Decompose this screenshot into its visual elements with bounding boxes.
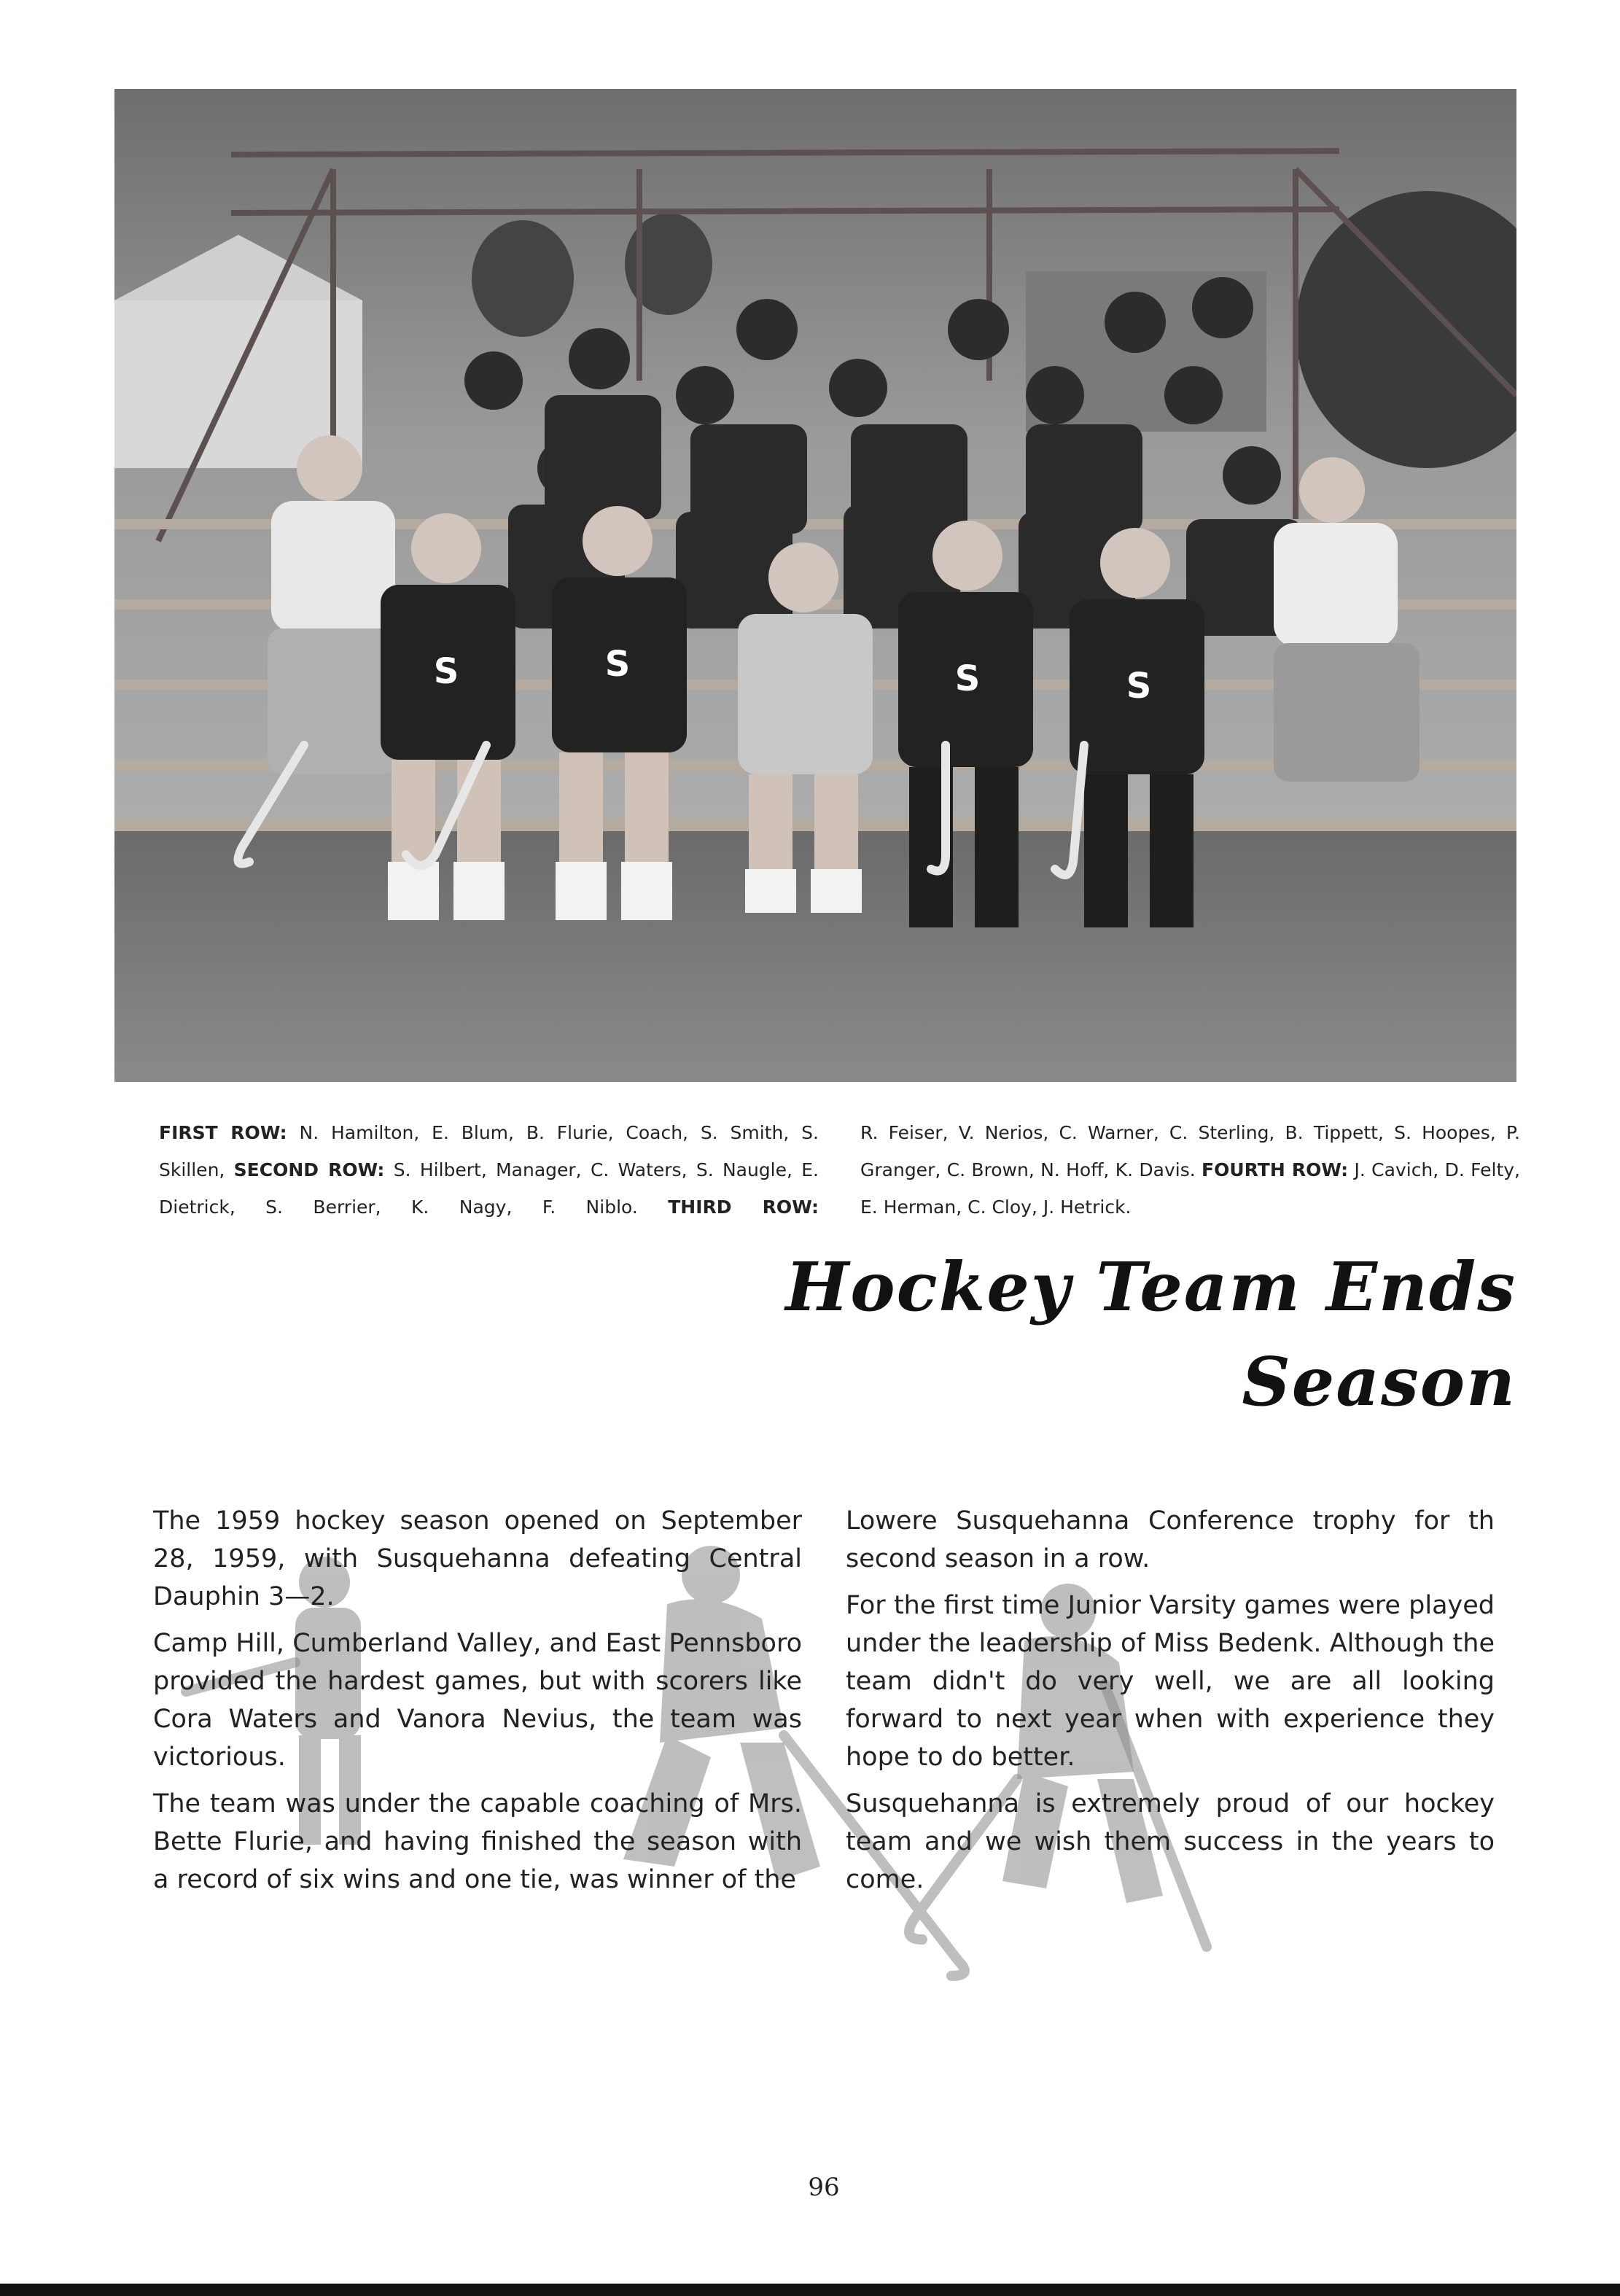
body-column-right [846,1502,1495,1907]
caption-label: FOURTH ROW: [1202,1159,1349,1180]
jersey-letter: S [604,644,631,685]
body-paragraph: Susquehanna is extremely proud of our hockey team and we wish them success in the years to come. [846,1789,1495,1894]
photo-caption-right [860,1114,1520,1226]
caption-text: J. Cavich, D. Felty, E. Herman, C. Cloy, J. Hetrick. [860,1159,1520,1218]
caption-label: FIRST ROW: [159,1122,287,1143]
jersey-letter: S [954,658,981,699]
bottom-edge-rule [0,2284,1620,2296]
jersey-letter: S [433,651,459,692]
caption-label: THIRD ROW: [668,1196,819,1218]
body-paragraph: For the first time Junior Varsity games were played under the leadership of Miss Bedenk. Although the team didn't do very well, we are all looking forward to next year when with experience they hope to do better. [846,1591,1495,1772]
body-column-left [153,1502,802,1907]
body-paragraph: The team was under the capable coaching of Mrs. Bette Flurie, and having finished the season with a record of six wins and one tie, was winner of the [153,1789,802,1894]
headline: Hockey Team Ends Season [785,1248,1516,1421]
caption-label: SECOND ROW: [233,1159,385,1180]
caption-text: N. Hamilton, E. Blum, B. Flurie, Coach, S. Smith, S. Skillen, [159,1122,819,1180]
body-paragraph: Camp Hill, Cumberland Valley, and East Pennsboro provided the hardest games, but with scorers like Cora Waters and Vanora Nevius, the team was victorious. [153,1629,802,1772]
team-photo [114,89,1516,1082]
jersey-letter: S [1126,666,1152,707]
photo-caption-left [159,1114,819,1226]
caption-text: S. Hilbert, Manager, C. Waters, S. Naugle, E. Dietrick, S. Berrier, K. Nagy, F. Niblo. [159,1159,819,1218]
page-number: 96 [808,2173,840,2202]
caption-text: R. Feiser, V. Nerios, C. Warner, C. Sterling, B. Tippett, S. Hoopes, P. Granger, C. Brown, N. Hoff, K. Davis. [860,1122,1520,1180]
body-paragraph: Lowere Susquehanna Conference trophy for th second season in a row. [846,1506,1495,1573]
body-paragraph: The 1959 hockey season opened on September 28, 1959, with Susquehanna defeating Central Dauphin 3—2. [153,1506,802,1611]
